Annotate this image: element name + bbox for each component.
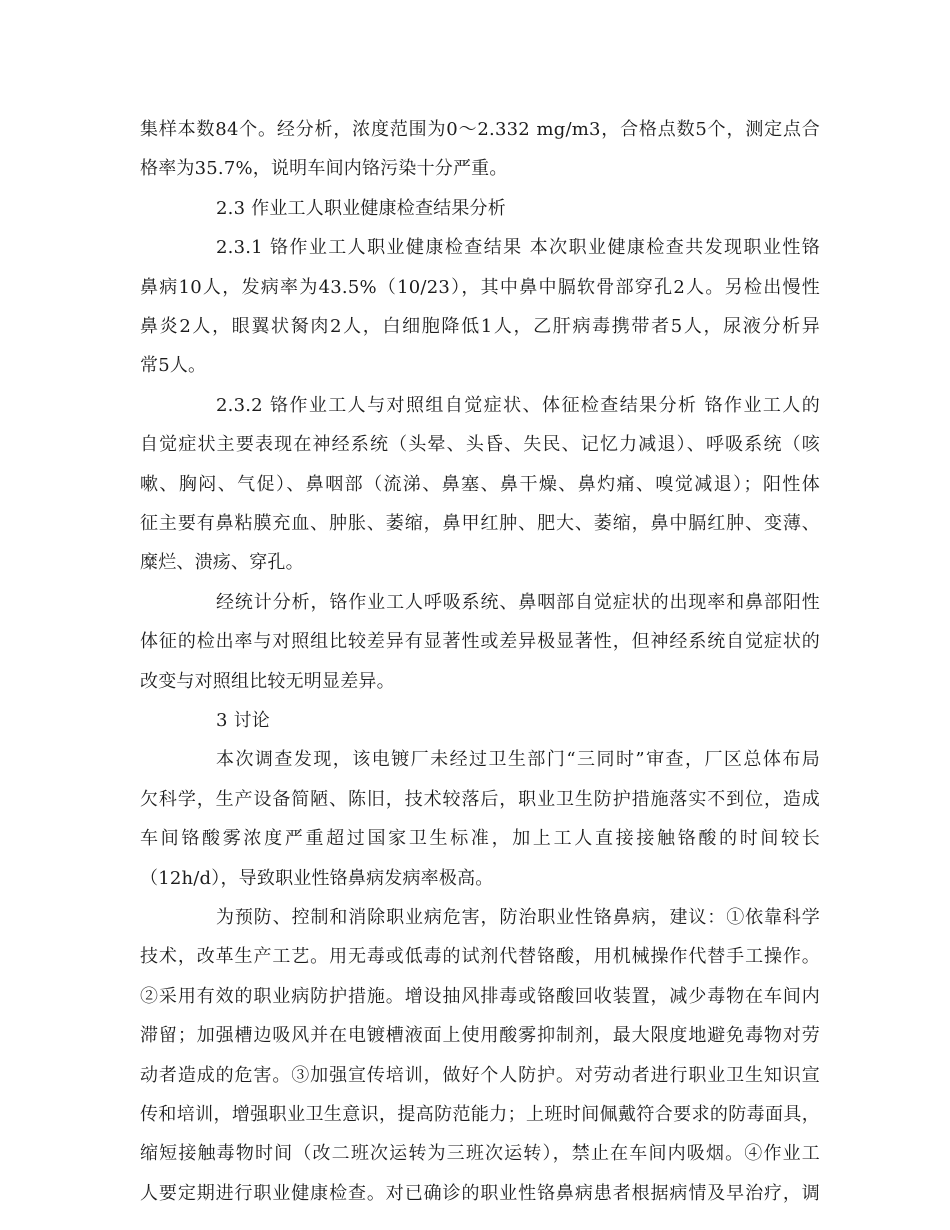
- paragraph-line: （12h/d），导致职业性铬鼻病发病率极高。: [140, 868, 494, 889]
- subsection-heading-line: 2.3.1 铬作业工人职业健康检查结果 本次职业健康检查共发现职业性铬: [216, 237, 820, 258]
- paragraph-line: 嗽、胸闷、气促）、鼻咽部（流涕、鼻塞、鼻干燥、鼻灼痛、嗅觉减退）；阳性体: [140, 474, 820, 495]
- paragraph-line: 自觉症状主要表现在神经系统（头晕、头昏、失民、记忆力减退）、呼吸系统（咳: [140, 434, 820, 455]
- paragraph-line: 为预防、控制和消除职业病危害，防治职业性铬鼻病，建议：①依靠科学: [216, 907, 820, 928]
- paragraph-line: 鼻炎2人，眼翼状胬肉2人，白细胞降低1人，乙肝病毒携带者5人，尿液分析异: [140, 316, 820, 337]
- paragraph-line: 技术，改革生产工艺。用无毒或低毒的试剂代替铬酸，用机械操作代替手工操作。: [140, 946, 820, 967]
- paragraph-line: 糜烂、溃疡、穿孔。: [140, 552, 304, 573]
- paragraph-line: ②采用有效的职业病防护措施。增设抽风排毒或铬酸回收装置，减少毒物在车间内: [140, 986, 820, 1007]
- paragraph-line: 常5人。: [140, 355, 207, 376]
- paragraph-line: 体征的检出率与对照组比较差异有显著性或差异极显著性，但神经系统自觉症状的: [140, 631, 820, 652]
- paragraph-line: 动者造成的危害。③加强宣传培训，做好个人防护。对劳动者进行职业卫生知识宣: [140, 1065, 820, 1086]
- section-heading: 3 讨论: [216, 710, 270, 731]
- paragraph-line: 格率为35.7%，说明车间内铬污染十分严重。: [140, 158, 508, 179]
- paragraph-line: 缩短接触毒物时间（改二班次运转为三班次运转），禁止在车间内吸烟。④作业工: [140, 1143, 820, 1164]
- paragraph-line: 本次调查发现，该电镀厂未经过卫生部门“三同时”审查，厂区总体布局: [216, 749, 820, 770]
- paragraph-line: 改变与对照组比较无明显差异。: [140, 671, 395, 692]
- paragraph-line: 车间铬酸雾浓度严重超过国家卫生标准，加上工人直接接触铬酸的时间较长: [140, 828, 820, 849]
- section-heading: 2.3 作业工人职业健康检查结果分析: [216, 198, 506, 219]
- subsection-heading-line: 2.3.2 铬作业工人与对照组自觉症状、体征检查结果分析 铬作业工人的: [216, 395, 820, 416]
- paragraph-line: 滞留；加强槽边吸风并在电镀槽液面上使用酸雾抑制剂，最大限度地避免毒物对劳: [140, 1025, 820, 1046]
- paragraph-line: 传和培训，增强职业卫生意识，提高防范能力；上班时间佩戴符合要求的防毒面具，: [140, 1104, 820, 1125]
- paragraph-line: 鼻病10人，发病率为43.5%（10/23），其中鼻中膈软骨部穿孔2人。另检出慢性: [140, 277, 820, 298]
- paragraph-line: 人要定期进行职业健康检查。对已确诊的职业性铬鼻病患者根据病情及早治疗，调: [140, 1183, 820, 1204]
- paragraph-line: 欠科学，生产设备简陋、陈旧，技术较落后，职业卫生防护措施落实不到位，造成: [140, 789, 820, 810]
- paragraph-line: 集样本数84个。经分析，浓度范围为0～2.332 mg/m3，合格点数5个，测定点合: [140, 119, 820, 140]
- paragraph-line: 经统计分析，铬作业工人呼吸系统、鼻咽部自觉症状的出现率和鼻部阳性: [216, 592, 820, 613]
- paragraph-line: 征主要有鼻粘膜充血、肿胀、萎缩，鼻甲红肿、肥大、萎缩，鼻中膈红肿、变薄、: [140, 513, 820, 534]
